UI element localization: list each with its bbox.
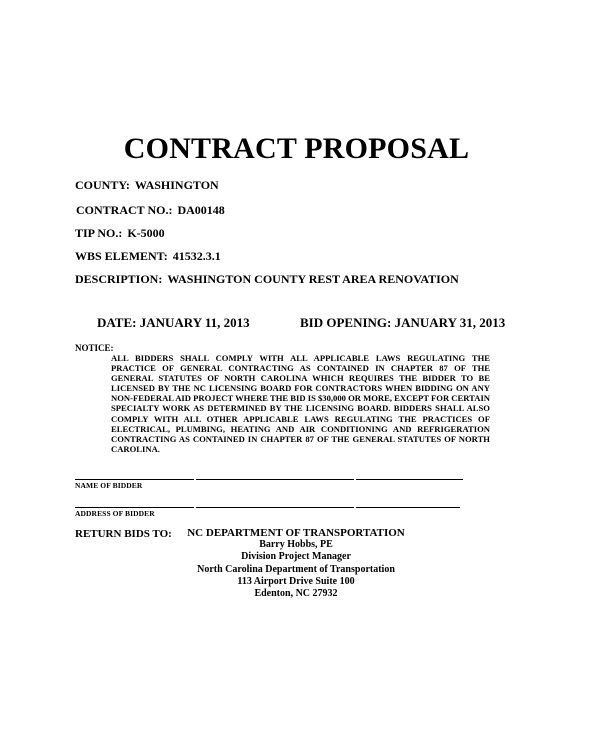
address-of-bidder-label: ADDRESS OF BIDDER — [75, 509, 155, 518]
address-line-segment — [356, 507, 460, 508]
address-line: NC DEPARTMENT OF TRANSPORTATION — [187, 527, 405, 539]
contract-no-field — [76, 203, 225, 218]
description-label: DESCRIPTION: — [75, 272, 163, 286]
address-line: 113 Airport Drive Suite 100 — [237, 575, 355, 587]
contract-no-value: DA00148 — [177, 203, 225, 217]
county-field — [75, 178, 219, 193]
address-line-segment — [75, 507, 194, 508]
return-bids-label: RETURN BIDS TO: — [75, 528, 172, 540]
name-of-bidder-label: NAME OF BIDDER — [75, 481, 143, 490]
address-line-segment — [196, 507, 354, 508]
address-line: Edenton, NC 27932 — [254, 588, 338, 600]
notice-label: NOTICE: — [75, 343, 114, 353]
description-value: WASHINGTON COUNTY REST AREA RENOVATION — [167, 272, 459, 286]
county-value: WASHINGTON — [134, 178, 219, 192]
county-label: COUNTY: — [75, 178, 130, 192]
return-address-block — [168, 527, 424, 600]
bid-opening-text: BID OPENING: JANUARY 31, 2013 — [300, 315, 506, 330]
notice-body: ALL BIDDERS SHALL COMPLY WITH ALL APPLICABLE LAWS REGULATING THE PRACTICE OF GENERAL CONTRACTING AS CONTAINED IN CHAPTER 87 OF THE GENERAL STATUTES OF NORTH CAROLINA WHICH REQUIRES THE BIDDER TO BE LICENSED BY THE NC LICENSING BOARD FOR CONTRACTORS WHEN BIDDING ON ANY NON-FEDERAL AID PROJECT WHERE THE BID IS $30,000 OR MORE, EXCEPT FOR CERTAIN SPECIALTY WORK AS DETERMINED BY THE LICENSING BOARD. BIDDERS SHALL ALSO COMPLY WITH ALL OTHER APPLICABLE LAWS REGULATING THE PRACTICES OF ELECTRICAL, PLUMBING, HEATING AND AIR CONDITIONING AND REFRIGERATION CONTRACTING AS CONTAINED IN CHAPTER 87 OF THE GENERAL STATUTES OF NORTH CAROLINA. — [111, 353, 490, 454]
address-line: North Carolina Department of Transportation — [197, 563, 395, 575]
tip-no-field — [75, 226, 165, 241]
name-line-segment — [196, 479, 354, 480]
description-field — [75, 272, 459, 287]
wbs-element-value: 41532.3.1 — [172, 249, 221, 263]
date-text: DATE: JANUARY 11, 2013 — [97, 315, 250, 330]
page-title: CONTRACT PROPOSAL — [123, 132, 470, 165]
wbs-element-field — [75, 249, 221, 264]
name-line-segment — [75, 479, 194, 480]
address-line: Division Project Manager — [241, 551, 351, 563]
wbs-element-label: WBS ELEMENT: — [75, 249, 168, 263]
contract-no-label: CONTRACT NO.: — [76, 203, 173, 217]
address-line: Barry Hobbs, PE — [259, 539, 333, 551]
name-line-segment — [356, 479, 463, 480]
tip-no-value: K-5000 — [127, 226, 165, 240]
tip-no-label: TIP NO.: — [75, 226, 123, 240]
